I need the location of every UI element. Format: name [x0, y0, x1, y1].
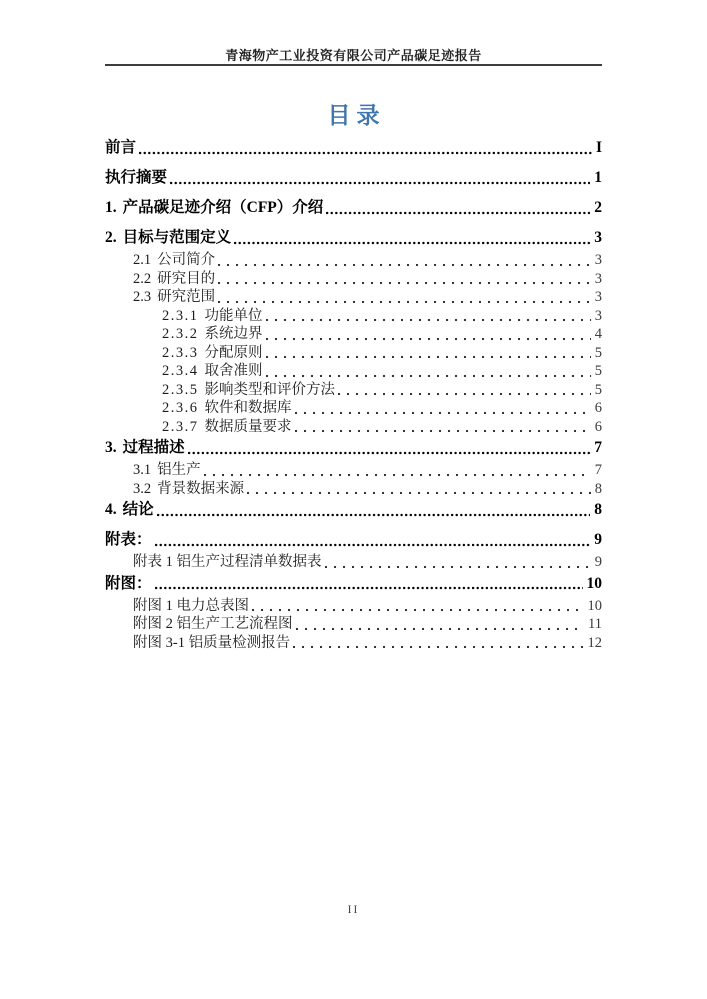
toc-entry-page: 5	[594, 363, 602, 379]
toc-entry[interactable]	[105, 228, 602, 248]
toc-entry-number: 3.1	[133, 462, 152, 478]
toc-entry-title: 公司简介	[157, 252, 216, 268]
toc-entry-page: 8	[594, 480, 602, 497]
toc-entry[interactable]	[105, 168, 602, 188]
toc-entry-page: 5	[594, 344, 602, 361]
toc-dot-leader	[295, 429, 591, 433]
toc-entry-title: 附表 1 铝生产过程清单数据表	[133, 554, 322, 570]
toc-entry-number: 2.2	[133, 270, 152, 287]
toc-entry[interactable]	[105, 418, 602, 437]
toc-entry-page: 8	[594, 501, 602, 518]
toc-entry[interactable]	[105, 344, 602, 363]
toc-entry-title: 影响类型和评价方法	[204, 381, 335, 398]
toc-dot-leader	[326, 211, 590, 215]
toc-entry-page: 9	[594, 531, 602, 548]
toc-entry-number: 2.3.6	[162, 400, 199, 416]
toc-dot-leader	[139, 151, 592, 155]
toc-entry-page: 9	[594, 554, 602, 570]
toc-entry-title: 取舍准则	[204, 363, 263, 379]
toc-entry[interactable]	[105, 597, 602, 616]
toc-dot-leader	[252, 608, 584, 612]
toc-dot-leader	[204, 473, 591, 477]
toc-entry-title: 功能单位	[204, 307, 263, 324]
toc-entry[interactable]	[105, 500, 602, 520]
toc-dot-leader	[218, 281, 591, 285]
toc-dot-leader	[266, 355, 591, 359]
toc-entry-page: 10	[586, 574, 602, 592]
toc-entry-number: 2.3.7	[162, 418, 199, 435]
toc-entry[interactable]	[105, 198, 602, 218]
toc-dot-leader	[338, 392, 591, 396]
toc-entry-title: 软件和数据库	[204, 400, 292, 416]
toc-dot-leader	[325, 565, 591, 569]
toc-list	[105, 138, 602, 652]
toc-entry-number: 2.3.3	[162, 344, 199, 361]
toc-entry-number: 3.2	[133, 480, 152, 497]
toc-entry-title: 附图：	[105, 574, 152, 592]
toc-entry-page: I	[595, 139, 602, 156]
toc-entry[interactable]	[105, 399, 602, 418]
running-header-title: 青海物产工业投资有限公司产品碳足迹报告	[225, 48, 482, 63]
toc-entry-title: 执行摘要	[105, 169, 168, 186]
toc-entry[interactable]	[105, 530, 602, 550]
toc-entry-page: 6	[594, 400, 602, 416]
toc-entry-title: 结论	[122, 501, 154, 518]
toc-entry-number: 2.1	[133, 252, 152, 268]
toc-heading: 目录	[327, 103, 386, 128]
toc-dot-leader	[155, 586, 583, 590]
toc-entry[interactable]	[105, 251, 602, 270]
toc-dot-leader	[188, 451, 591, 455]
toc-entry-title: 背景数据来源	[157, 480, 245, 497]
toc-entry-page: 3	[594, 289, 602, 305]
toc-entry[interactable]	[105, 438, 602, 458]
toc-entry[interactable]	[105, 288, 602, 307]
toc-entry[interactable]	[105, 480, 602, 499]
toc-entry-title: 数据质量要求	[204, 418, 292, 435]
toc-entry-number: 2.3	[133, 289, 152, 305]
toc-entry[interactable]	[105, 553, 602, 572]
toc-entry-page: 11	[588, 616, 602, 632]
toc-entry-page: 3	[594, 252, 602, 268]
toc-dot-leader	[296, 627, 585, 631]
toc-dot-leader	[218, 300, 591, 304]
toc-entry-page: 6	[594, 418, 602, 435]
toc-entry-number: 2.3.5	[162, 381, 199, 398]
toc-dot-leader	[155, 543, 591, 547]
toc-entry-title: 附表：	[105, 531, 152, 548]
toc-entry-number: 2.3.4	[162, 363, 199, 379]
toc-dot-leader	[266, 337, 591, 341]
toc-entry-number: 3.	[105, 439, 117, 456]
toc-entry[interactable]	[105, 634, 602, 653]
toc-dot-leader	[266, 318, 591, 322]
toc-dot-leader	[266, 374, 591, 378]
header-rule	[105, 64, 602, 66]
toc-entry[interactable]	[105, 325, 602, 344]
toc-entry-title: 铝生产	[157, 462, 201, 478]
toc-entry-title: 系统边界	[204, 326, 263, 342]
toc-entry-title: 附图 3-1 铝质量检测报告	[133, 634, 291, 651]
toc-entry-page: 4	[594, 326, 602, 342]
toc-entry-title: 研究范围	[157, 289, 216, 305]
toc-dot-leader	[234, 241, 590, 245]
toc-entry[interactable]	[105, 615, 602, 634]
toc-entry-page: 10	[587, 597, 602, 614]
toc-dot-leader	[157, 513, 591, 517]
toc-entry-title: 前言	[105, 139, 137, 156]
toc-entry-page: 5	[594, 381, 602, 398]
toc-dot-leader	[247, 491, 591, 495]
toc-entry-page: 2	[594, 199, 602, 216]
toc-entry-page: 3	[594, 229, 602, 246]
toc-entry[interactable]	[105, 307, 602, 326]
toc-entry[interactable]	[105, 461, 602, 480]
toc-entry-page: 7	[594, 462, 602, 478]
page-number: II	[347, 904, 360, 916]
toc-entry-title: 产品碳足迹介绍（CFP）介绍	[122, 199, 324, 216]
toc-dot-leader	[170, 181, 590, 185]
toc-entry-title: 研究目的	[157, 270, 216, 287]
toc-entry-number: 2.3.2	[162, 326, 199, 342]
toc-entry-number: 2.3.1	[162, 307, 199, 324]
toc-dot-leader	[218, 263, 591, 267]
toc-entry-page: 1	[594, 169, 602, 186]
toc-entry-title: 分配原则	[204, 344, 263, 361]
toc-entry-page: 3	[594, 270, 602, 287]
toc-entry-title: 附图 2 铝生产工艺流程图	[133, 616, 293, 632]
toc-dot-leader	[293, 645, 583, 649]
toc-entry-page: 12	[587, 634, 602, 651]
toc-entry-page: 7	[594, 439, 602, 456]
toc-entry[interactable]	[105, 270, 602, 289]
toc-dot-leader	[295, 411, 591, 415]
toc-entry[interactable]	[105, 381, 602, 400]
toc-entry[interactable]	[105, 574, 602, 594]
toc-entry-number: 2.	[105, 229, 117, 246]
toc-entry-title: 附图 1 电力总表图	[133, 597, 249, 614]
toc-entry-title: 过程描述	[122, 439, 185, 456]
toc-entry-number: 4.	[105, 501, 117, 518]
toc-entry-title: 目标与范围定义	[122, 229, 232, 246]
toc-entry[interactable]	[105, 362, 602, 381]
toc-entry[interactable]	[105, 138, 602, 158]
toc-entry-page: 3	[594, 307, 602, 324]
toc-entry-number: 1.	[105, 199, 117, 216]
